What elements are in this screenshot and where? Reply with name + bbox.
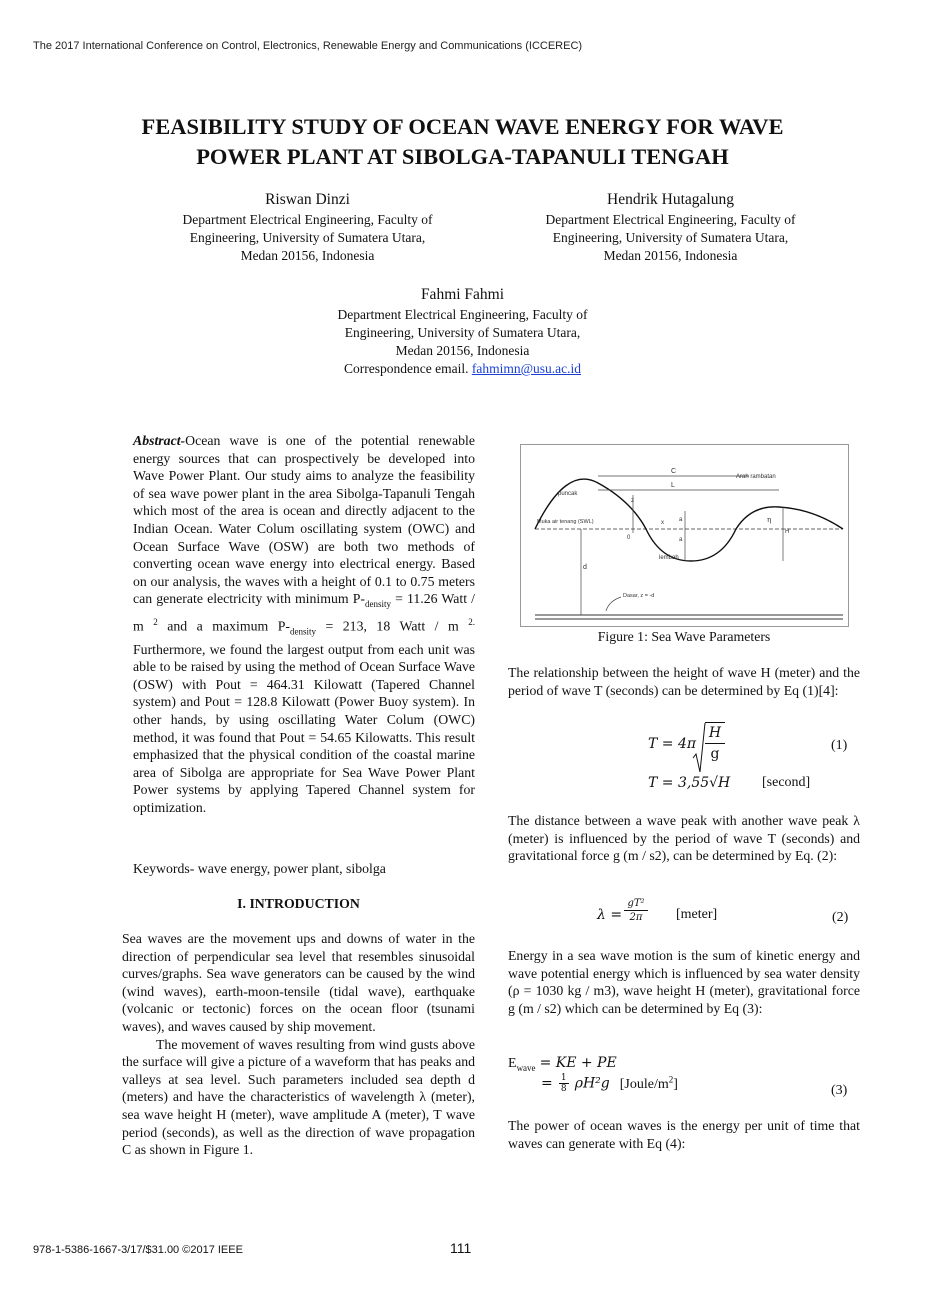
- eq1-intro: The relationship between the height of wave H (meter) and the period of wave T (seconds) can be determined by Eq (1)[4]:: [508, 665, 860, 698]
- eq3-line1: [508, 1054, 617, 1073]
- eq2-intro: The distance between a wave peak with another wave peak λ (meter) is influenced by the period of wave T (seconds) and gravitational force g (m / s2), can be determined by Eq. (2):: [508, 813, 860, 864]
- paper-title: [60, 112, 865, 172]
- author-affiliation: Engineering, University of Sumatera Utara,: [344, 325, 581, 340]
- label-puncak: puncak: [558, 491, 578, 497]
- eq3-frac-bottom: 8: [560, 1084, 567, 1094]
- eq1-lhs: T = 4π: [648, 736, 697, 752]
- correspondence: [295, 360, 630, 378]
- abstract-text: = 213, 18 Watt / m: [316, 618, 469, 634]
- footer-isbn: 978-1-5386-1667-3/17/$31.00 ©2017 IEEE: [33, 1244, 243, 1256]
- intro-paragraph-1: Sea waves are the movement ups and downs of water in the direction of perpendicular sea level that resembles sinusoidal curves/graphs. Sea wave generators can be caused by the wind (wind waves), earth-moon-tensile (tidal wave), earthquake (volcanic or tectonic) forces on the ocean floor (tsunami waves), and waves caused by ship movement.: [122, 931, 475, 1034]
- author-affiliation: Engineering, University of Sumatera Utara,: [552, 230, 789, 245]
- label-l: L: [671, 482, 675, 489]
- label-dasar: Dasar, z = -d: [623, 593, 655, 599]
- sqrt-sign: [692, 722, 706, 774]
- label-origin: 0: [627, 535, 631, 541]
- eq3-equals: =: [541, 1075, 553, 1092]
- label-eta: η: [767, 516, 772, 524]
- dasar-pointer: [606, 597, 621, 611]
- author-affiliation: Medan 20156, Indonesia: [395, 343, 530, 358]
- intro-paragraph-2: The movement of waves resulting from wind gusts above the surface will give a picture of a waveform that has peaks and valleys at sea level. Such parameters included sea depth d (meters) and have the characteristics of wavelength λ (meter), sea wave height H (meter), wave amplitude A (meter), T wave period (seconds), as well as the direction of wave propagation C as shown in Figure 1.: [122, 1036, 475, 1158]
- eq3-rest: ρH²g: [574, 1075, 610, 1092]
- author-name: Riswan Dinzi: [265, 191, 350, 208]
- label-x: x: [661, 520, 664, 526]
- title-line-2: POWER PLANT AT SIBOLGA-TAPANULI TENGAH: [196, 144, 729, 169]
- email-link[interactable]: fahmimn@usu.ac.id: [471, 361, 581, 376]
- eq3-frac-top: 1: [560, 1073, 567, 1083]
- figure-sea-wave-parameters: [520, 444, 849, 627]
- conference-header: The 2017 International Conference on Control, Electronics, Renewable Energy and Communications (ICCEREC): [33, 40, 583, 52]
- author-block-1: [140, 189, 475, 265]
- eq1-frac-bottom: g: [710, 746, 720, 762]
- author-affiliation: Department Electrical Engineering, Faculty of: [337, 307, 588, 322]
- eq3-intro: Energy in a sea wave motion is the sum of kinetic energy and wave potential energy which is influenced by sea water density (ρ = 1030 kg / m3), wave height H (meter), gravitational force g (m / s2) which can be determined by Eq (3):: [508, 948, 860, 1016]
- title-line-1: FEASIBILITY STUDY OF OCEAN WAVE ENERGY FOR WAVE: [141, 114, 784, 139]
- abstract-sup: 2: [153, 616, 158, 627]
- eq2-lhs: λ =: [597, 907, 623, 923]
- author-affiliation: Medan 20156, Indonesia: [240, 248, 375, 263]
- eq3-unit: $[Joule/m^2]$: [619, 1074, 678, 1092]
- eq1-fraction: [705, 722, 725, 764]
- correspondence-label: Correspondence email.: [344, 361, 469, 376]
- eq1b-unit: [second]: [762, 775, 811, 790]
- eq3-lhs-sub: wave: [516, 1063, 536, 1074]
- author-affiliation: Department Electrical Engineering, Faculty of: [182, 212, 433, 227]
- keywords: Keywords- wave energy, power plant, sibolga: [133, 861, 386, 876]
- eq3-rhs: = KE + PE: [539, 1055, 617, 1071]
- abstract-sub: density: [290, 626, 316, 637]
- page-number: 111: [450, 1240, 472, 1256]
- label-a-bottom: a: [679, 537, 683, 543]
- eq1-frac-top: H: [708, 725, 722, 741]
- abstract-sub: density: [364, 599, 391, 610]
- label-h: H: [785, 529, 790, 535]
- label-lembah: lembah: [659, 555, 679, 561]
- eq2-number: (2): [832, 910, 849, 925]
- eq3-fraction: [559, 1073, 569, 1094]
- intro-text: [122, 930, 475, 1159]
- eq3-line2: [541, 1073, 678, 1094]
- abstract-text: Ocean wave is one of the potential renewable energy sources that can prospectively be developed into Wave Power Plant. Our study aims to analyze the feasibility of sea wave power plant in the area Sibolga-Tapanuli Tengah which most of the area is ocean and directly adjacent to the Indian Ocean. Water Colum oscillating system (OWC) and Ocean Surface Wave (OSW) are both two methods of converting ocean wave energy into electrical energy. Based on our analysis, the waves with a height of 0.1 to 0.75 meters can generate electricity with minimum P-: [133, 433, 475, 607]
- author-affiliation: Engineering, University of Sumatera Utara,: [189, 230, 426, 245]
- eq2-unit: [meter]: [676, 907, 718, 922]
- label-z: z: [631, 498, 634, 504]
- author-affiliation: Medan 20156, Indonesia: [603, 248, 738, 263]
- eq3-number: (3): [831, 1083, 848, 1098]
- abstract-text: = 11.26 Watt / m: [133, 591, 475, 634]
- abstract-text: and a maximum P-: [157, 618, 290, 634]
- author-name: Fahmi Fahmi: [420, 286, 505, 303]
- figure-caption: Figure 1: Sea Wave Parameters: [597, 629, 771, 644]
- eq2-frac-top: gT²: [627, 898, 645, 909]
- label-arah: Arah rambatan: [736, 474, 776, 480]
- abstract-label: Abstract-: [133, 433, 186, 448]
- label-muka: Muka air tenang (SWL): [537, 519, 594, 525]
- abstract: [122, 432, 475, 817]
- label-c: C: [671, 468, 677, 475]
- author-block-2: [503, 189, 838, 265]
- author-block-3: [295, 284, 630, 378]
- eq2-frac-bottom: 2π: [629, 912, 643, 923]
- author-name: Hendrik Hutagalung: [607, 191, 734, 208]
- eq2-fraction: [624, 897, 648, 924]
- eq3-lhs: E: [508, 1056, 517, 1071]
- eq1-number: (1): [831, 738, 848, 753]
- eq4-intro: The power of ocean waves is the energy per unit of time that waves can generate with Eq (4):: [508, 1118, 860, 1151]
- abstract-sup: 2.: [468, 616, 475, 627]
- label-d: d: [583, 564, 587, 571]
- label-a-top: a: [679, 517, 683, 523]
- section-heading-introduction: I. INTRODUCTION: [237, 896, 360, 911]
- eq1b: T = 3,55√H: [648, 775, 731, 791]
- abstract-text: Furthermore, we found the largest output from each unit was able to be raised by using the method of Ocean Surface Wave (OSW) with Pout = 464.31 Kilowatt (Tapered Channel system) and Pout = 128.8 Kilowatt (Power Buoy system). In other hands, by using oscillating Water Colum (OWC) method, it was found that Pout = 54.65 Kilowatts. This result emphasized that the physical condition of the coastal marine area of Sibolga are appropriate for Sea Wave Power Plant Power systems by applying Tapered Channel system for optimization.: [133, 641, 475, 815]
- wave-diagram: [521, 445, 848, 626]
- author-affiliation: Department Electrical Engineering, Faculty of: [545, 212, 796, 227]
